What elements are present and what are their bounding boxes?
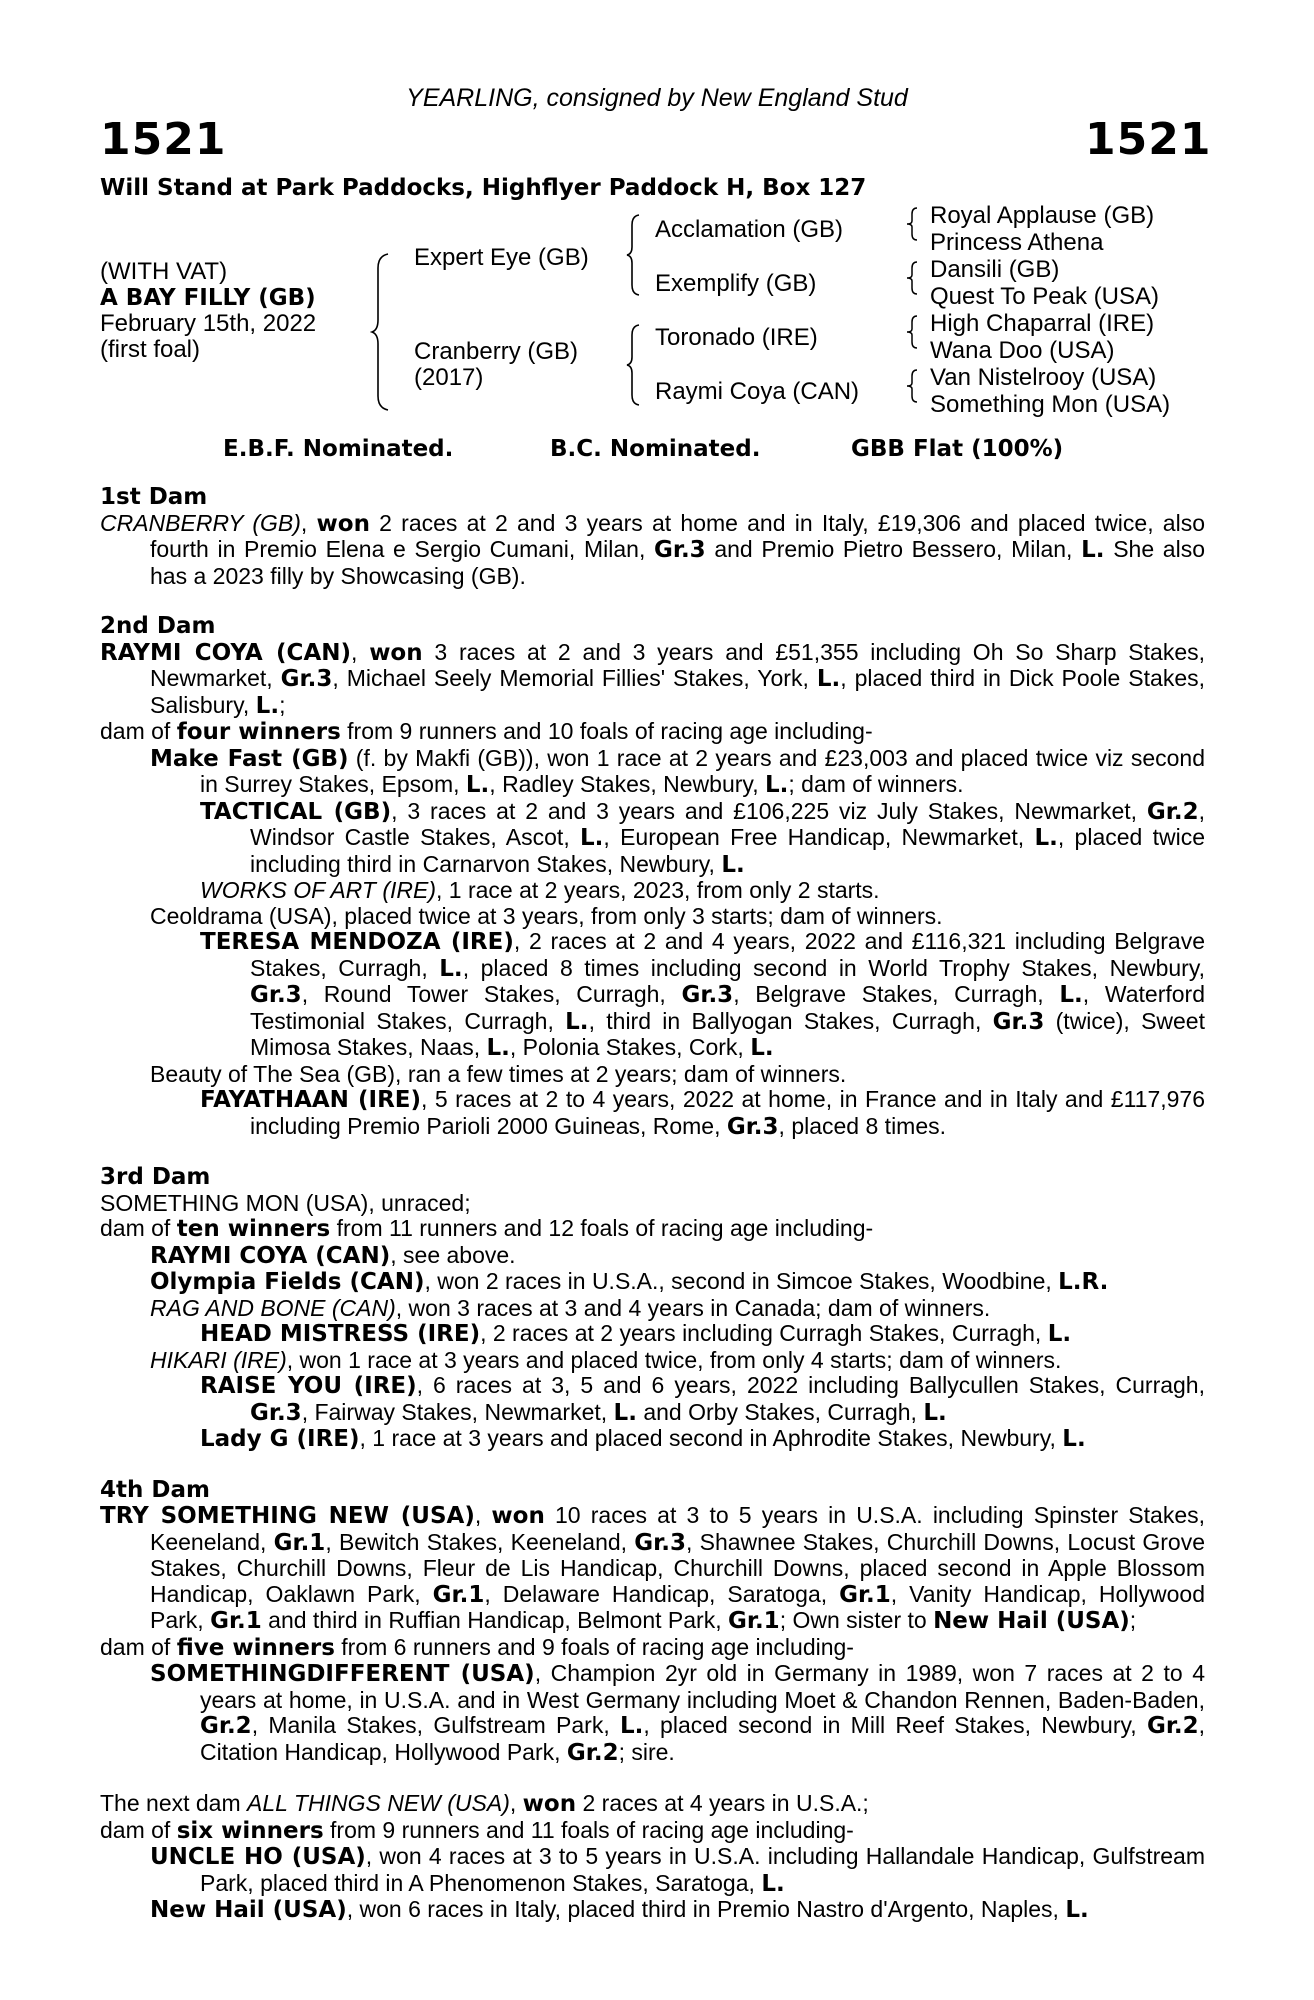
text-run: , see above.	[390, 1241, 516, 1268]
text-run: 10 races at 3 to 5 years in U.S.A. including Spinster Stakes, Keeneland,	[150, 1502, 1205, 1555]
next-dam-line	[100, 1791, 1205, 1818]
listed-label: L.	[1062, 1426, 1086, 1452]
produce-entry-teresa-mendoza	[100, 929, 1205, 1062]
winners-count: four winners	[176, 719, 341, 745]
text-run: , 1 race at 2 years, 2023, from only 2 starts.	[435, 877, 880, 903]
listed-label: L.	[816, 666, 841, 692]
dam-dam: Raymi Coya (CAN)	[655, 378, 860, 405]
pedigree-tree	[0, 200, 1314, 430]
lot-number-left: 1521	[100, 114, 227, 165]
winners-count: five winners	[176, 1634, 335, 1661]
g1-bracket	[905, 206, 921, 242]
produce-name: FAYATHAAN (IRE)	[200, 1087, 422, 1113]
grade-label: Gr.2	[200, 1713, 252, 1739]
grade-label: Gr.3	[992, 1008, 1045, 1035]
text-run: She also has a 2023 filly by Showcasing (GB).	[150, 536, 1205, 589]
produce-name: New Hail (USA)	[150, 1897, 347, 1923]
produce-name: Lady G (IRE)	[200, 1426, 360, 1452]
produce-entry-raise-you	[100, 1373, 1205, 1426]
text-run: dam of	[100, 718, 177, 744]
text-run: , Michael Seely Memorial Fillies' Stakes, York,	[332, 665, 817, 691]
text-run: , European Free Handicap, Newmarket,	[603, 824, 1035, 850]
nominations-row	[0, 436, 1314, 466]
grade-label: Gr.3	[654, 537, 706, 563]
great-grandparent-4: Quest To Peak (USA)	[930, 283, 1159, 310]
vat-note: (WITH VAT)	[100, 258, 228, 285]
text-run: and third in Ruffian Handicap, Belmont Park,	[261, 1607, 728, 1633]
spacer	[100, 1766, 1205, 1791]
text-run: , third in Ballyogan Stakes, Curragh,	[588, 1007, 993, 1034]
won-label: won	[522, 1791, 577, 1817]
text-run: (twice), Sweet Mimosa Stakes, Naas,	[250, 1007, 1205, 1060]
listed-label: L.	[1081, 537, 1105, 563]
main-bracket	[370, 252, 392, 412]
sire-bracket	[625, 213, 643, 297]
text-run: , Manila Stakes, Gulfstream Park,	[251, 1712, 620, 1738]
grade-label: Gr.3	[634, 1529, 686, 1556]
second-dam-produce-line	[100, 719, 1205, 746]
text-run: ; dam of winners.	[788, 771, 964, 797]
grade-label: Gr.2	[566, 1739, 619, 1766]
grade-label: Gr.3	[681, 982, 734, 1008]
g3-bracket	[905, 314, 921, 350]
produce-entry-ceoldrama: Ceoldrama (USA), placed twice at 3 years, from only 3 starts; dam of winners.	[150, 902, 943, 929]
listed-label: L.	[465, 772, 490, 798]
great-grandparent-8: Something Mon (USA)	[930, 391, 1171, 418]
produce-entry-head-mistress	[100, 1321, 1205, 1348]
text-run: , Round Tower Stakes, Curragh,	[301, 981, 682, 1007]
first-dam-heading: 1st Dam	[100, 484, 208, 510]
grade-label: Gr.1	[273, 1529, 326, 1556]
text-run: , placed twice including third in Carnarvon Stakes, Newbury,	[250, 824, 1205, 877]
listed-label: L.	[1065, 1897, 1089, 1923]
sire-sire: Acclamation (GB)	[655, 216, 844, 243]
produce-name: HIKARI (IRE)	[150, 1346, 287, 1373]
consignment-subtitle: YEARLING, consigned by New England Stud	[406, 84, 908, 112]
grade-label: Gr.1	[839, 1581, 891, 1608]
great-grandparent-1: Royal Applause (GB)	[930, 202, 1155, 229]
produce-entry-new-hail	[100, 1897, 1205, 1924]
g2-bracket	[905, 260, 921, 296]
text-run: , Bewitch Stakes, Keeneland,	[325, 1528, 635, 1555]
text-run: , Champion 2yr old in Germany in 1989, won 7 races at 2 to 4 years at home, in U.S.A. and in West Germany including Moet & Chandon Rennen, Baden-Baden,	[200, 1660, 1205, 1713]
produce-name: WORKS OF ART (IRE)	[200, 877, 436, 903]
listed-label: L.	[750, 1035, 774, 1061]
listed-label: L.	[565, 1008, 589, 1035]
spacer	[100, 1140, 1205, 1165]
text-run: , Fairway Stakes, Newmarket,	[301, 1398, 614, 1425]
grade-label: Gr.1	[432, 1581, 485, 1608]
stand-location: Will Stand at Park Paddocks, Highflyer Paddock H, Box 127	[100, 175, 867, 201]
produce-entry-works-of-art	[100, 878, 1205, 904]
second-dam-heading: 2nd Dam	[100, 613, 216, 639]
text-run: , 3 races at 2 and 3 years and £106,225 viz July Stakes, Newmarket,	[391, 797, 1147, 824]
fourth-dam-name: TRY SOMETHING NEW (USA)	[100, 1503, 475, 1529]
text-run: , placed third in Dick Poole Stakes, Salisbury,	[150, 665, 1205, 718]
text-run: , won 2 races in U.S.A., second in Simcoe Stakes, Woodbine,	[424, 1268, 1059, 1294]
winners-count: six winners	[176, 1817, 324, 1844]
text-run: , Polonia Stakes, Cork,	[509, 1034, 751, 1060]
foal-note: (first foal)	[100, 336, 201, 363]
text-run: , Shawnee Stakes, Churchill Downs, Locust Grove Stakes, Churchill Downs, Fleur de Lis Handicap, Churchill Downs, placed second in Apple Blossom Handicap, Oaklawn Park,	[150, 1528, 1205, 1607]
fourth-dam-heading: 4th Dam	[100, 1476, 210, 1503]
grade-label: Gr.3	[250, 1399, 302, 1426]
gbb-flat: GBB Flat (100%)	[851, 436, 1064, 462]
produce-entry-tactical	[100, 799, 1205, 879]
grade-label: Gr.1	[728, 1608, 780, 1634]
text-run: dam of	[100, 1215, 177, 1241]
produce-entry-fayathaan	[100, 1087, 1205, 1140]
produce-entry-rag-and-bone	[100, 1296, 1205, 1322]
produce-name: Make Fast (GB)	[150, 745, 349, 772]
produce-name: HEAD MISTRESS (IRE)	[200, 1321, 481, 1347]
first-dam-paragraph: CRANBERRY (GB), won 2 races at 2 and 3 years at home and in Italy, £19,306 and placed twice, also fourth in Premio Elena e Sergio Cumani, Milan, Gr.3 and Premio Pietro Bessero, Milan, L. She also has a 2023 filly by Showcasing (GB).	[100, 509, 1205, 589]
bc-nomination: B.C. Nominated.	[550, 436, 761, 462]
fourth-dam-produce-line	[100, 1635, 1205, 1662]
sire-name: Expert Eye (GB)	[414, 244, 589, 271]
produce-entry-beauty-of-the-sea: Beauty of The Sea (GB), ran a few times at 2 years; dam of winners.	[150, 1060, 847, 1087]
listed-label: L.	[1059, 982, 1083, 1008]
text-run: , Windsor Castle Stakes, Ascot,	[250, 797, 1205, 850]
listed-label: L.	[613, 1399, 637, 1426]
grade-label: Gr.2	[1146, 798, 1199, 825]
fourth-dam-paragraph: TRY SOMETHING NEW (USA), won 10 races at 3 to 5 years in U.S.A. including Spinster Stakes, Keeneland, Gr.1, Bewitch Stakes, Keeneland, Gr.3, Shawnee Stakes, Churchill Downs, Locust Grove Stakes, Churchill Downs, Fleur de Lis Handicap, Churchill Downs, placed second in Apple Blossom Handicap, Oaklawn Park, Gr.1, Delaware Handicap, Saratoga, Gr.1, Vanity Handicap, Hollywood Park, Gr.1 and third in Ruffian Handicap, Belmont Park, Gr.1; Own sister to New Hail (USA);	[100, 1502, 1206, 1634]
listed-label: L.R.	[1058, 1269, 1109, 1295]
listed-label: L.	[761, 1870, 785, 1897]
text-run: dam of	[100, 1633, 177, 1660]
next-dam-produce-line	[100, 1818, 1205, 1845]
text-run: from 9 runners and 11 foals of racing age including-	[323, 1816, 854, 1843]
text-run: , won 1 race at 3 years and placed twice, from only 4 starts; dam of winners.	[286, 1346, 1062, 1373]
text-run: from 11 runners and 12 foals of racing age including-	[330, 1215, 874, 1241]
produce-entry-hikari	[100, 1348, 1205, 1374]
horse-name: A BAY FILLY (GB)	[100, 285, 316, 311]
great-grandparent-2: Princess Athena	[930, 229, 1104, 256]
text-run: and Orby Stakes, Curragh,	[636, 1398, 924, 1425]
text-run: ; Own sister to	[779, 1607, 934, 1633]
text-run: , Vanity Handicap, Hollywood Park,	[150, 1580, 1206, 1633]
text-run: , won 6 races in Italy, placed third in Premio Nastro d'Argento, Naples,	[346, 1896, 1066, 1922]
second-dam-name: RAYMI COYA (CAN)	[100, 639, 352, 666]
spacer	[100, 1453, 1205, 1478]
text-run: ; sire.	[618, 1738, 675, 1765]
dam-name: Cranberry (GB)	[414, 338, 579, 365]
g4-bracket	[905, 368, 921, 404]
dam-bracket	[625, 323, 643, 407]
listed-label: L.	[620, 1713, 644, 1739]
text-run: , won 3 races at 3 and 4 years in Canada; dam of winners.	[395, 1294, 991, 1321]
sire-dam: Exemplify (GB)	[655, 270, 817, 297]
produce-entry-uncle-ho	[100, 1844, 1205, 1897]
foaling-date: February 15th, 2022	[100, 310, 317, 337]
text-run: , 5 races at 2 to 4 years, 2022 at home, in France and in Italy and £117,976 including Premio Parioli 2000 Guineas, Rome,	[250, 1086, 1205, 1139]
text-run: dam of	[100, 1816, 177, 1843]
produce-name: TACTICAL (GB)	[200, 798, 392, 825]
great-grandparent-6: Wana Doo (USA)	[930, 337, 1115, 364]
next-dam-name: ALL THINGS NEW (USA)	[247, 1790, 510, 1816]
third-dam-line: SOMETHING MON (USA), unraced;	[100, 1189, 471, 1216]
text-run: ;	[279, 691, 286, 718]
great-grandparent-5: High Chaparral (IRE)	[930, 310, 1155, 337]
listed-label: L.	[721, 851, 745, 878]
grade-label: Gr.1	[210, 1608, 262, 1634]
produce-entry-raymi-coya	[100, 1243, 1205, 1270]
text-run: from 9 runners and 10 foals of racing age including-	[340, 718, 873, 744]
produce-name: SOMETHINGDIFFERENT (USA)	[150, 1661, 535, 1687]
text-run: (f. by Makfi (GB)), won 1 race at 2 years and £23,003 and placed twice viz second in Surrey Stakes, Epsom,	[200, 744, 1206, 797]
text-run: , placed 8 times including second in World Trophy Stakes, Newbury,	[462, 954, 1206, 981]
dam-sire: Toronado (IRE)	[655, 324, 818, 351]
text-run: , placed 8 times.	[778, 1112, 947, 1139]
produce-name: TERESA MENDOZA (IRE)	[200, 929, 514, 955]
produce-entry-make-fast	[100, 746, 1205, 799]
grade-label: Gr.2	[1146, 1713, 1199, 1739]
text-run: , Delaware Handicap, Saratoga,	[484, 1580, 840, 1607]
text-run: , Citation Handicap, Hollywood Park,	[200, 1712, 1206, 1765]
produce-name: RAYMI COYA (CAN)	[150, 1242, 391, 1269]
text-run: 2 races at 4 years in U.S.A.;	[576, 1790, 869, 1816]
won-label: won	[316, 510, 370, 537]
lot-number-right: 1521	[1085, 114, 1212, 165]
listed-label: L.	[580, 825, 604, 851]
text-run: , 6 races at 3, 5 and 6 years, 2022 including Ballycullen Stakes, Curragh,	[416, 1372, 1205, 1398]
text-run: The next dam	[100, 1790, 248, 1816]
text-run: 2 races at 2 and 3 years at home and in Italy, £19,306 and placed twice, also fourth in Premio Elena e Sergio Cumani, Milan,	[150, 509, 1205, 562]
listed-label: L.	[1047, 1321, 1072, 1347]
produce-entry-olympia-fields	[100, 1269, 1205, 1296]
sister-name: New Hail (USA)	[933, 1608, 1130, 1634]
text-run: , placed second in Mill Reef Stakes, Newbury,	[643, 1712, 1147, 1738]
listed-label: L.	[439, 955, 463, 982]
text-run: , won 4 races at 3 to 5 years in U.S.A. including Hallandale Handicap, Gulfstream Park, placed third in A Phenomenon Stakes, Saratoga,	[200, 1843, 1205, 1896]
dam-year: (2017)	[414, 364, 484, 391]
first-dam-name: CRANBERRY (GB)	[100, 509, 301, 536]
produce-name: UNCLE HO (USA)	[150, 1844, 366, 1870]
text-run: , Waterford Testimonial Stakes, Curragh,	[250, 981, 1205, 1034]
text-run: ;	[1129, 1607, 1137, 1633]
text-run: 3 races at 2 and 3 years and £51,355 including Oh So Sharp Stakes, Newmarket,	[150, 638, 1206, 691]
grade-label: Gr.3	[280, 666, 333, 692]
produce-entry-somethingdifferent	[100, 1661, 1205, 1766]
text-run: , Belgrave Stakes, Curragh,	[733, 981, 1060, 1007]
dam-details	[100, 485, 1205, 1924]
grade-label: Gr.3	[250, 982, 302, 1008]
text-run: , 2 races at 2 years including Curragh Stakes, Curragh,	[480, 1320, 1048, 1346]
won-label: won	[369, 639, 423, 666]
text-run: ,	[509, 1790, 523, 1816]
produce-entry-lady-g	[100, 1426, 1205, 1453]
listed-label: L.	[1034, 825, 1058, 851]
third-dam-heading: 3rd Dam	[100, 1164, 211, 1190]
winners-count: ten winners	[176, 1216, 331, 1242]
won-label: won	[491, 1503, 545, 1529]
produce-name: Olympia Fields (CAN)	[150, 1269, 425, 1295]
text-run: , Radley Stakes, Newbury,	[489, 771, 765, 797]
great-grandparent-3: Dansili (GB)	[930, 256, 1060, 283]
text-run: , 2 races at 2 and 4 years, 2022 and £116,321 including Belgrave Stakes, Curragh,	[250, 928, 1205, 981]
listed-label: L.	[255, 692, 280, 719]
text-run: , 1 race at 3 years and placed second in Aphrodite Stakes, Newbury,	[359, 1425, 1063, 1451]
second-dam-paragraph: RAYMI COYA (CAN), won 3 races at 2 and 3 years and £51,355 including Oh So Sharp Stakes, Newmarket, Gr.3, Michael Seely Memorial Fillies' Stakes, York, L., placed third in Dick Poole Stakes, Salisbury, L.;	[100, 638, 1206, 719]
produce-name: RAG AND BONE (CAN)	[150, 1294, 396, 1321]
great-grandparent-7: Van Nistelrooy (USA)	[930, 364, 1157, 391]
listed-label: L.	[764, 772, 789, 798]
text-run: and Premio Pietro Bessero, Milan,	[705, 536, 1082, 562]
third-dam-produce-line	[100, 1216, 1205, 1243]
produce-name: RAISE YOU (IRE)	[200, 1373, 417, 1399]
spacer	[100, 589, 1205, 614]
listed-label: L.	[923, 1399, 947, 1426]
listed-label: L.	[486, 1035, 510, 1061]
text-run: from 6 runners and 9 foals of racing age including-	[334, 1633, 854, 1660]
grade-label: Gr.3	[726, 1113, 779, 1140]
ebf-nomination: E.B.F. Nominated.	[223, 436, 454, 462]
